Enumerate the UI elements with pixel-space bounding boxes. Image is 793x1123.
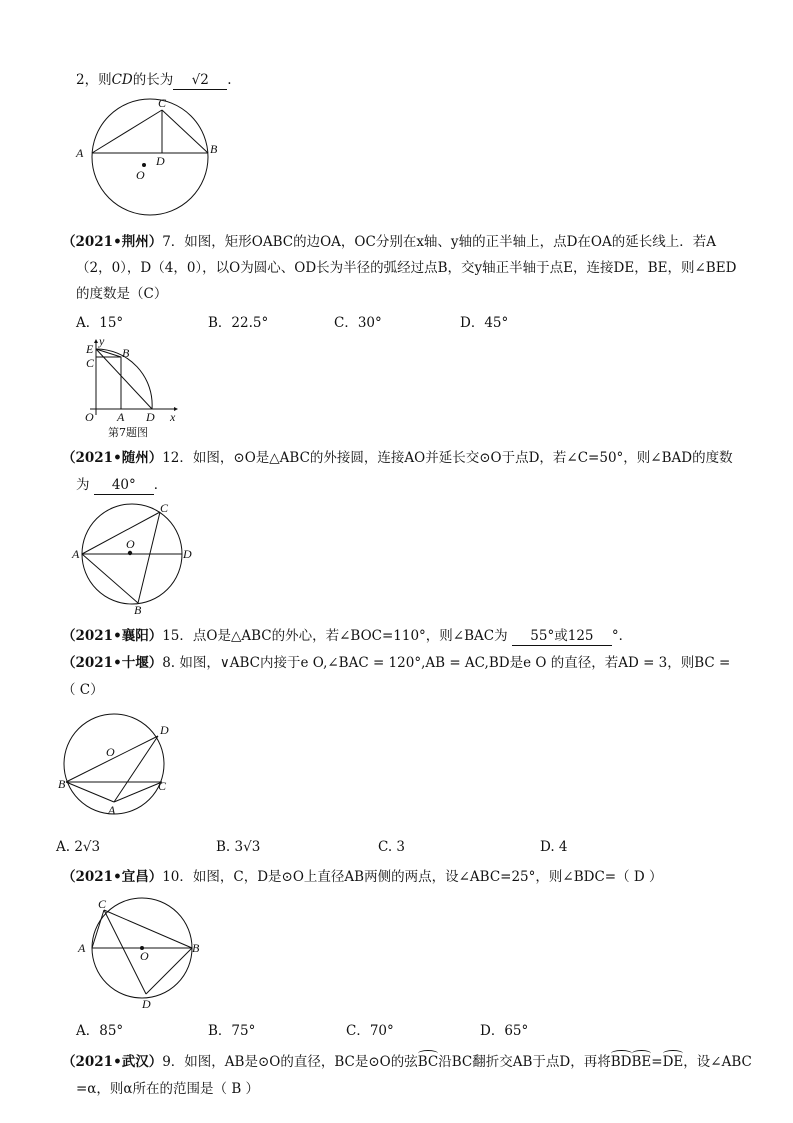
prev-seg: CD	[111, 72, 133, 88]
q12-label-c: C	[160, 501, 169, 515]
prev-answer: √2	[173, 71, 227, 90]
q8-option-b: B. 3√3	[216, 839, 261, 855]
prev-answer-line	[76, 71, 232, 90]
q8-option-d: D. 4	[540, 839, 568, 855]
q9-line2: =α，则α所在的范围是（ B ）	[76, 1081, 260, 1097]
q7-line1	[62, 233, 716, 251]
q7-source: （2021•荆州）	[62, 234, 163, 250]
q7-label-o: O	[85, 410, 94, 424]
q9-text-b: 沿BC翻折交AB于点D，再将	[438, 1054, 611, 1070]
fig1-label-a: A	[76, 146, 84, 160]
q9-arc-bd: BD	[610, 1054, 632, 1070]
fig-prev-circle	[70, 95, 230, 225]
q12-end: ．	[153, 477, 168, 493]
q8-source: （2021•十堰）	[62, 655, 163, 671]
q10-option-b: B．75°	[208, 1023, 256, 1039]
q15-text: 15．点O是△ABC的外心，若∠BOC=110°，则∠BAC为	[162, 628, 508, 644]
q9-line1	[62, 1053, 752, 1071]
q7-option-b: B．22.5°	[208, 315, 269, 331]
q10-option-a: A．85°	[76, 1023, 124, 1039]
q10-label-c: C	[98, 897, 107, 911]
q8-label-o: O	[106, 745, 115, 759]
q7-label-x: x	[170, 410, 176, 424]
q15-answer: 55°或125	[512, 627, 612, 646]
q9-arc-be: BE	[631, 1054, 652, 1070]
q10-option-c: C．70°	[346, 1023, 394, 1039]
q7-label-e: E	[86, 342, 94, 356]
q10-option-d: D．65°	[480, 1023, 529, 1039]
q12-answer: 40°	[94, 476, 154, 495]
fig-q10-circle	[72, 894, 212, 1014]
q8-line1	[62, 654, 730, 672]
q8-label-d: D	[160, 723, 169, 737]
fig1-label-o: O	[136, 168, 145, 182]
q7-line2: （2，0），D（4，0），以O为圆心、OD长为半径的弧经过点B，交y轴正半轴于点E，连接DE，BE，则∠BED	[76, 260, 737, 276]
q7-caption: 第7题图	[108, 426, 148, 439]
q8-label-a: A	[108, 803, 116, 817]
q12-source: （2021•随州）	[62, 450, 163, 466]
q7-option-c: C．30°	[334, 315, 382, 331]
q12-label-d: D	[183, 547, 192, 561]
q7-option-a: A．15°	[76, 315, 124, 331]
q7-label-d: D	[146, 410, 155, 424]
q9-text-d: ，设∠ABC	[683, 1054, 752, 1070]
fig-q8-circle	[56, 712, 186, 822]
q10-line1	[62, 868, 663, 886]
q7-label-y: y	[99, 334, 105, 348]
q12-prefix: 为	[76, 477, 90, 493]
q9-text-c: =	[651, 1054, 663, 1070]
prev-end: .	[227, 72, 232, 88]
q8-label-c: C	[158, 779, 167, 793]
q15-source: （2021•襄阳）	[62, 628, 163, 644]
q9-arc-bc: BC	[417, 1054, 439, 1070]
fig1-label-b: B	[210, 142, 218, 156]
q8-line2: （ C）	[62, 682, 104, 698]
q12-label-a: A	[72, 547, 80, 561]
q7-option-d: D．45°	[460, 315, 509, 331]
fig-q12-circle	[70, 500, 210, 620]
q9-arc-de: DE	[662, 1054, 684, 1070]
fig1-label-c: C	[158, 96, 167, 110]
q8-option-a: A. 2√3	[56, 839, 101, 855]
q15-line	[62, 627, 632, 646]
q9-source: （2021•武汉）	[62, 1054, 163, 1070]
q12-line2	[76, 476, 167, 495]
q10-label-o: O	[140, 949, 149, 963]
q8-label-b: B	[58, 777, 66, 791]
q10-source: （2021•宜昌）	[62, 869, 163, 885]
q12-text1: 12．如图，⊙O是△ABC的外接圆，连接AO并延长交⊙O于点D，若∠C=50°，则∠BAD的度数	[162, 450, 733, 466]
q12-line1	[62, 449, 733, 467]
q15-end: °．	[611, 628, 633, 644]
q8-option-c: C. 3	[378, 839, 406, 855]
prev-prefix: 2，则	[76, 72, 112, 88]
prev-mid: 的长为	[132, 72, 174, 88]
q7-line3: 的度数是（C）	[76, 286, 168, 302]
q7-text1: 7．如图，矩形OABC的边OA，OC分别在x轴、y轴的正半轴上，点D在OA的延长线上．若A	[162, 234, 716, 250]
q7-label-c: C	[86, 356, 95, 370]
q10-label-d: D	[142, 997, 151, 1011]
q7-label-a: A	[117, 410, 125, 424]
q9-text-a: 9．如图，AB是⊙O的直径，BC是⊙O的弦	[162, 1054, 418, 1070]
q12-label-b: B	[134, 603, 142, 617]
q10-text1: 10．如图，C，D是⊙O上直径AB两侧的两点，设∠ABC=25°，则∠BDC=（ D ）	[162, 869, 663, 885]
q8-text1: 8. 如图，∨ABC内接于e O,∠BAC = 120°,AB = AC,BD是e O 的直径，若AD = 3，则BC =	[162, 655, 731, 671]
q12-label-o: O	[126, 537, 135, 551]
q7-label-b: B	[122, 346, 130, 360]
q10-label-b: B	[192, 941, 200, 955]
fig-q7-graph	[82, 334, 182, 437]
q10-label-a: A	[78, 941, 86, 955]
fig1-label-d: D	[156, 154, 165, 168]
